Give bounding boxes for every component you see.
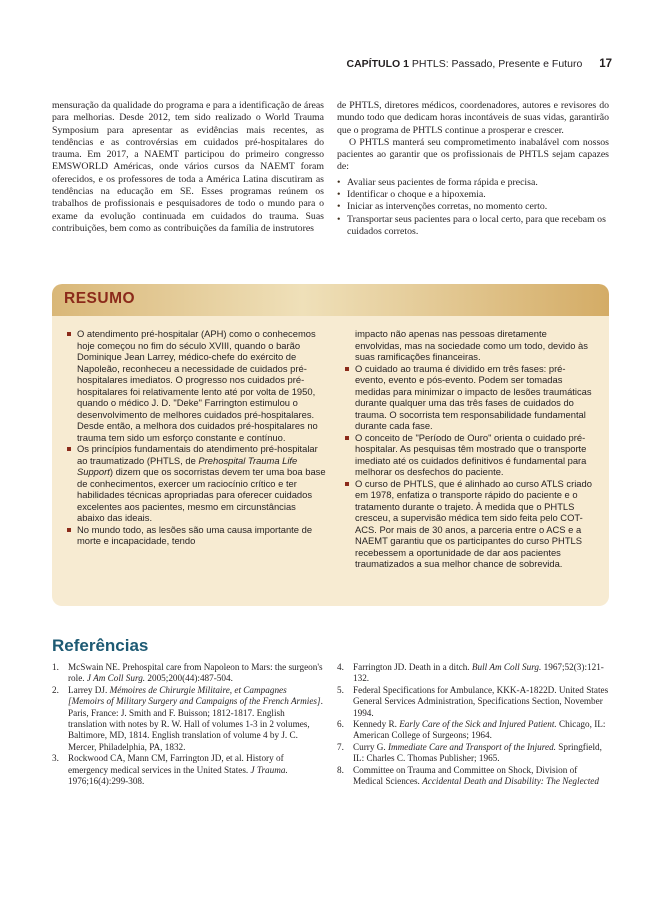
reference-source: Mémoires de Chirurgie Militaire, et Campagnes [Memoirs of Military Surgery and Campaigns of the French Armies] xyxy=(68,684,321,707)
reference-item xyxy=(52,685,324,753)
reference-item xyxy=(52,753,324,787)
body-column-left xyxy=(52,100,324,235)
body-column-right xyxy=(337,100,609,238)
reference-text: McSwain NE. Prehospital care from Napoleon to Mars: the surgeon's role. xyxy=(68,662,323,684)
reference-source: J Am Coll Surg. xyxy=(86,673,146,684)
body-paragraph: de PHTLS, diretores médicos, coordenadores, autores e revisores do mundo todo que dedicam horas incontáveis de suas vidas, garantirão que o programa de PHTLS continue a prosperar e crescer. xyxy=(337,100,609,136)
chapter-title: PHTLS: Passado, Presente e Futuro xyxy=(411,58,583,70)
summary-title: RESUMO xyxy=(64,290,136,307)
reference-number: 4. xyxy=(337,662,344,672)
reference-text: Springfield, IL: Charles C. Thomas Publisher; 1965. xyxy=(353,741,602,764)
summary-item: O curso de PHTLS, que é alinhado ao curso ATLS criado em 1978, enfatiza o transporte rápido do paciente e o tratamento durante o trajeto. À medida que o PHTLS cresceu, a supervisão médica tem sido feita pelo COT-ACS. Por mais de 30 anos, a parceria entre o ACS e a NAEMT garantiu que os participantes do curso PHTLS recebessem a oportunidade de dar aos pacientes traumatizados a sua melhor chance de sobrevida. xyxy=(344,478,596,570)
reference-item xyxy=(337,662,609,685)
list-item: • Identificar o choque e a hipoxemia. xyxy=(337,189,609,201)
reference-item xyxy=(337,719,609,742)
reference-number: 8. xyxy=(337,764,344,775)
list-item: • Transportar seus pacientes para o local certo, para que recebam os cuidados corretos. xyxy=(337,214,609,239)
references-heading: Referências xyxy=(52,636,149,655)
reference-number: 1. xyxy=(52,662,59,672)
reference-text: Rockwood CA, Mann CM, Farrington JD, et al. History of emergency medical services in the United States. xyxy=(68,753,284,775)
capabilities-list xyxy=(337,177,609,238)
summary-item: No mundo todo, as lesões são uma causa importante de morte e incapacidade, tendo xyxy=(66,524,326,547)
reference-item xyxy=(337,685,609,719)
reference-text: 2005;200(44):487-504. xyxy=(145,673,233,684)
reference-item xyxy=(337,765,609,788)
reference-text: Committee on Trauma and Committee on Shock, Division of Medical Sciences. xyxy=(353,764,578,787)
reference-number: 6. xyxy=(337,719,344,730)
summary-column-right xyxy=(344,328,596,570)
summary-header-bar xyxy=(52,284,609,316)
summary-text: ) dizem que os socorristas devem ter uma boa base de conhecimentos, exercer um raciocínio crítico e ter habilidades técnicas apropriadas para oferecer cuidados excelentes aos pacientes, mesmo em circunstâncias abaixo das ideais. xyxy=(77,466,326,523)
references-list-left xyxy=(52,662,324,787)
reference-source: Accidental Death and Disability: The Neglected xyxy=(422,776,599,787)
reference-text: 1976;16(4):299-308. xyxy=(68,776,145,787)
reference-item xyxy=(337,742,609,765)
references-list-right xyxy=(337,662,609,787)
summary-item: O atendimento pré-hospitalar (APH) como o conhecemos hoje começou no fim do século XVIII, quando o barão Dominique Jean Larrey, médico-chefe do exército de Napoleão, reconheceu a necessidade de cuidados pré-hospitalares imediatos. O progresso nos cuidados pré-hospitalares foi relativamente lento até por volta de 1950, quando o médico J. D. "Deke" Farrington estimulou o desenvolvimento de melhores cuidados pré-hospitalares. Desde então, a melhora dos cuidados pré-hospitalares no trauma tem sido um esforço constante e contínuo. xyxy=(66,328,326,443)
reference-text: Chicago, IL: American College of Surgeons; 1964. xyxy=(353,719,606,741)
list-item: • Iniciar as intervenções corretas, no momento certo. xyxy=(337,201,609,213)
reference-number: 2. xyxy=(52,684,59,695)
reference-text: Kennedy R. xyxy=(353,719,400,730)
summary-item-continued: impacto não apenas nas pessoas diretamente envolvidas, mas na sociedade como um todo, devido às suas ramificações financeiras. xyxy=(355,328,588,362)
reference-text: Curry G. xyxy=(353,741,388,752)
reference-text: 1967;52(3):121-132. xyxy=(353,662,604,684)
reference-text: Farrington JD. Death in a ditch. xyxy=(353,662,472,672)
body-paragraph: O PHTLS manterá seu comprometimento inabalável com nossos pacientes ao garantir que os profissionais de PHTLS sejam capazes de: xyxy=(337,136,609,173)
summary-item: O cuidado ao trauma é dividido em três fases: pré-evento, evento e pós-evento. Podem ser tomadas medidas para minimizar o impacto de lesões traumáticas durante qualquer uma das três fases de cuidados do trauma. O socorrista tem responsabilidade fundamental durante cada fase. xyxy=(344,363,596,432)
running-header xyxy=(347,58,612,70)
reference-text: Federal Specifications for Ambulance, KKK-A-1822D. United States General Services Administration, Specifications Section, November 1994. xyxy=(353,684,609,718)
summary-item: O conceito de "Período de Ouro" orienta o cuidado pré-hospitalar. As pesquisas têm mostrado que o transporte imediato até os cuidados definitivos é fundamental para melhorar os desfechos do paciente. xyxy=(344,432,596,478)
chapter-label: CAPÍTULO 1 xyxy=(346,58,409,70)
summary-column-left xyxy=(66,328,326,547)
reference-source: J Trauma. xyxy=(250,764,288,775)
reference-item xyxy=(52,662,324,685)
reference-number: 7. xyxy=(337,741,344,752)
reference-text: . Paris, France: J. Smith and F. Buisson; 1812-1817. English translation with notes by R. W. Hall of volumes 1-3 in 2 volumes, Baltimore, MD, 1814. English translation of volume 4 by J. C. Mercer, Philadelphia, PA, 1832. xyxy=(68,696,323,752)
reference-source: Immediate Care and Transport of the Injured. xyxy=(387,741,556,752)
reference-number: 5. xyxy=(337,684,344,695)
reference-source: Early Care of the Sick and Injured Patient. xyxy=(399,719,557,730)
summary-box xyxy=(52,284,609,606)
summary-item xyxy=(66,443,326,524)
reference-number: 3. xyxy=(52,753,59,764)
reference-text: Larrey DJ. xyxy=(68,684,110,695)
page-number: 17 xyxy=(599,58,612,70)
list-item: • Avaliar seus pacientes de forma rápida e precisa. xyxy=(337,177,609,189)
body-paragraph: mensuração da qualidade do programa e para a identificação de áreas para melhorias. Desde 2012, tem sido realizado o World Trauma Symposium para apresentar as evidências mais recentes, as tendências e as controvérsias em cuidados pré-hospitalares do trauma. Em 2017, a NAEMT participou do primeiro congresso EMSWORLD Américas, onde vários cursos da NAEMT foram oferecidos, e os professores de toda a América Latina discutiram as tendências na educação em SE. Esses programas reúnem os trabalhos de profissionais e pesquisadores de todo o mundo para o exame da evolução continuada em cuidados do trauma. Suas contribuições, bem como as contribuições da família de instrutores xyxy=(52,100,324,234)
reference-source: Bull Am Coll Surg. xyxy=(471,662,542,672)
summary-text: Os princípios fundamentais do atendimento pré-hospitalar ao traumatizado (PHTLS, de xyxy=(77,443,318,466)
summary-text-italic: Prehospital Trauma Life Support xyxy=(77,454,298,477)
